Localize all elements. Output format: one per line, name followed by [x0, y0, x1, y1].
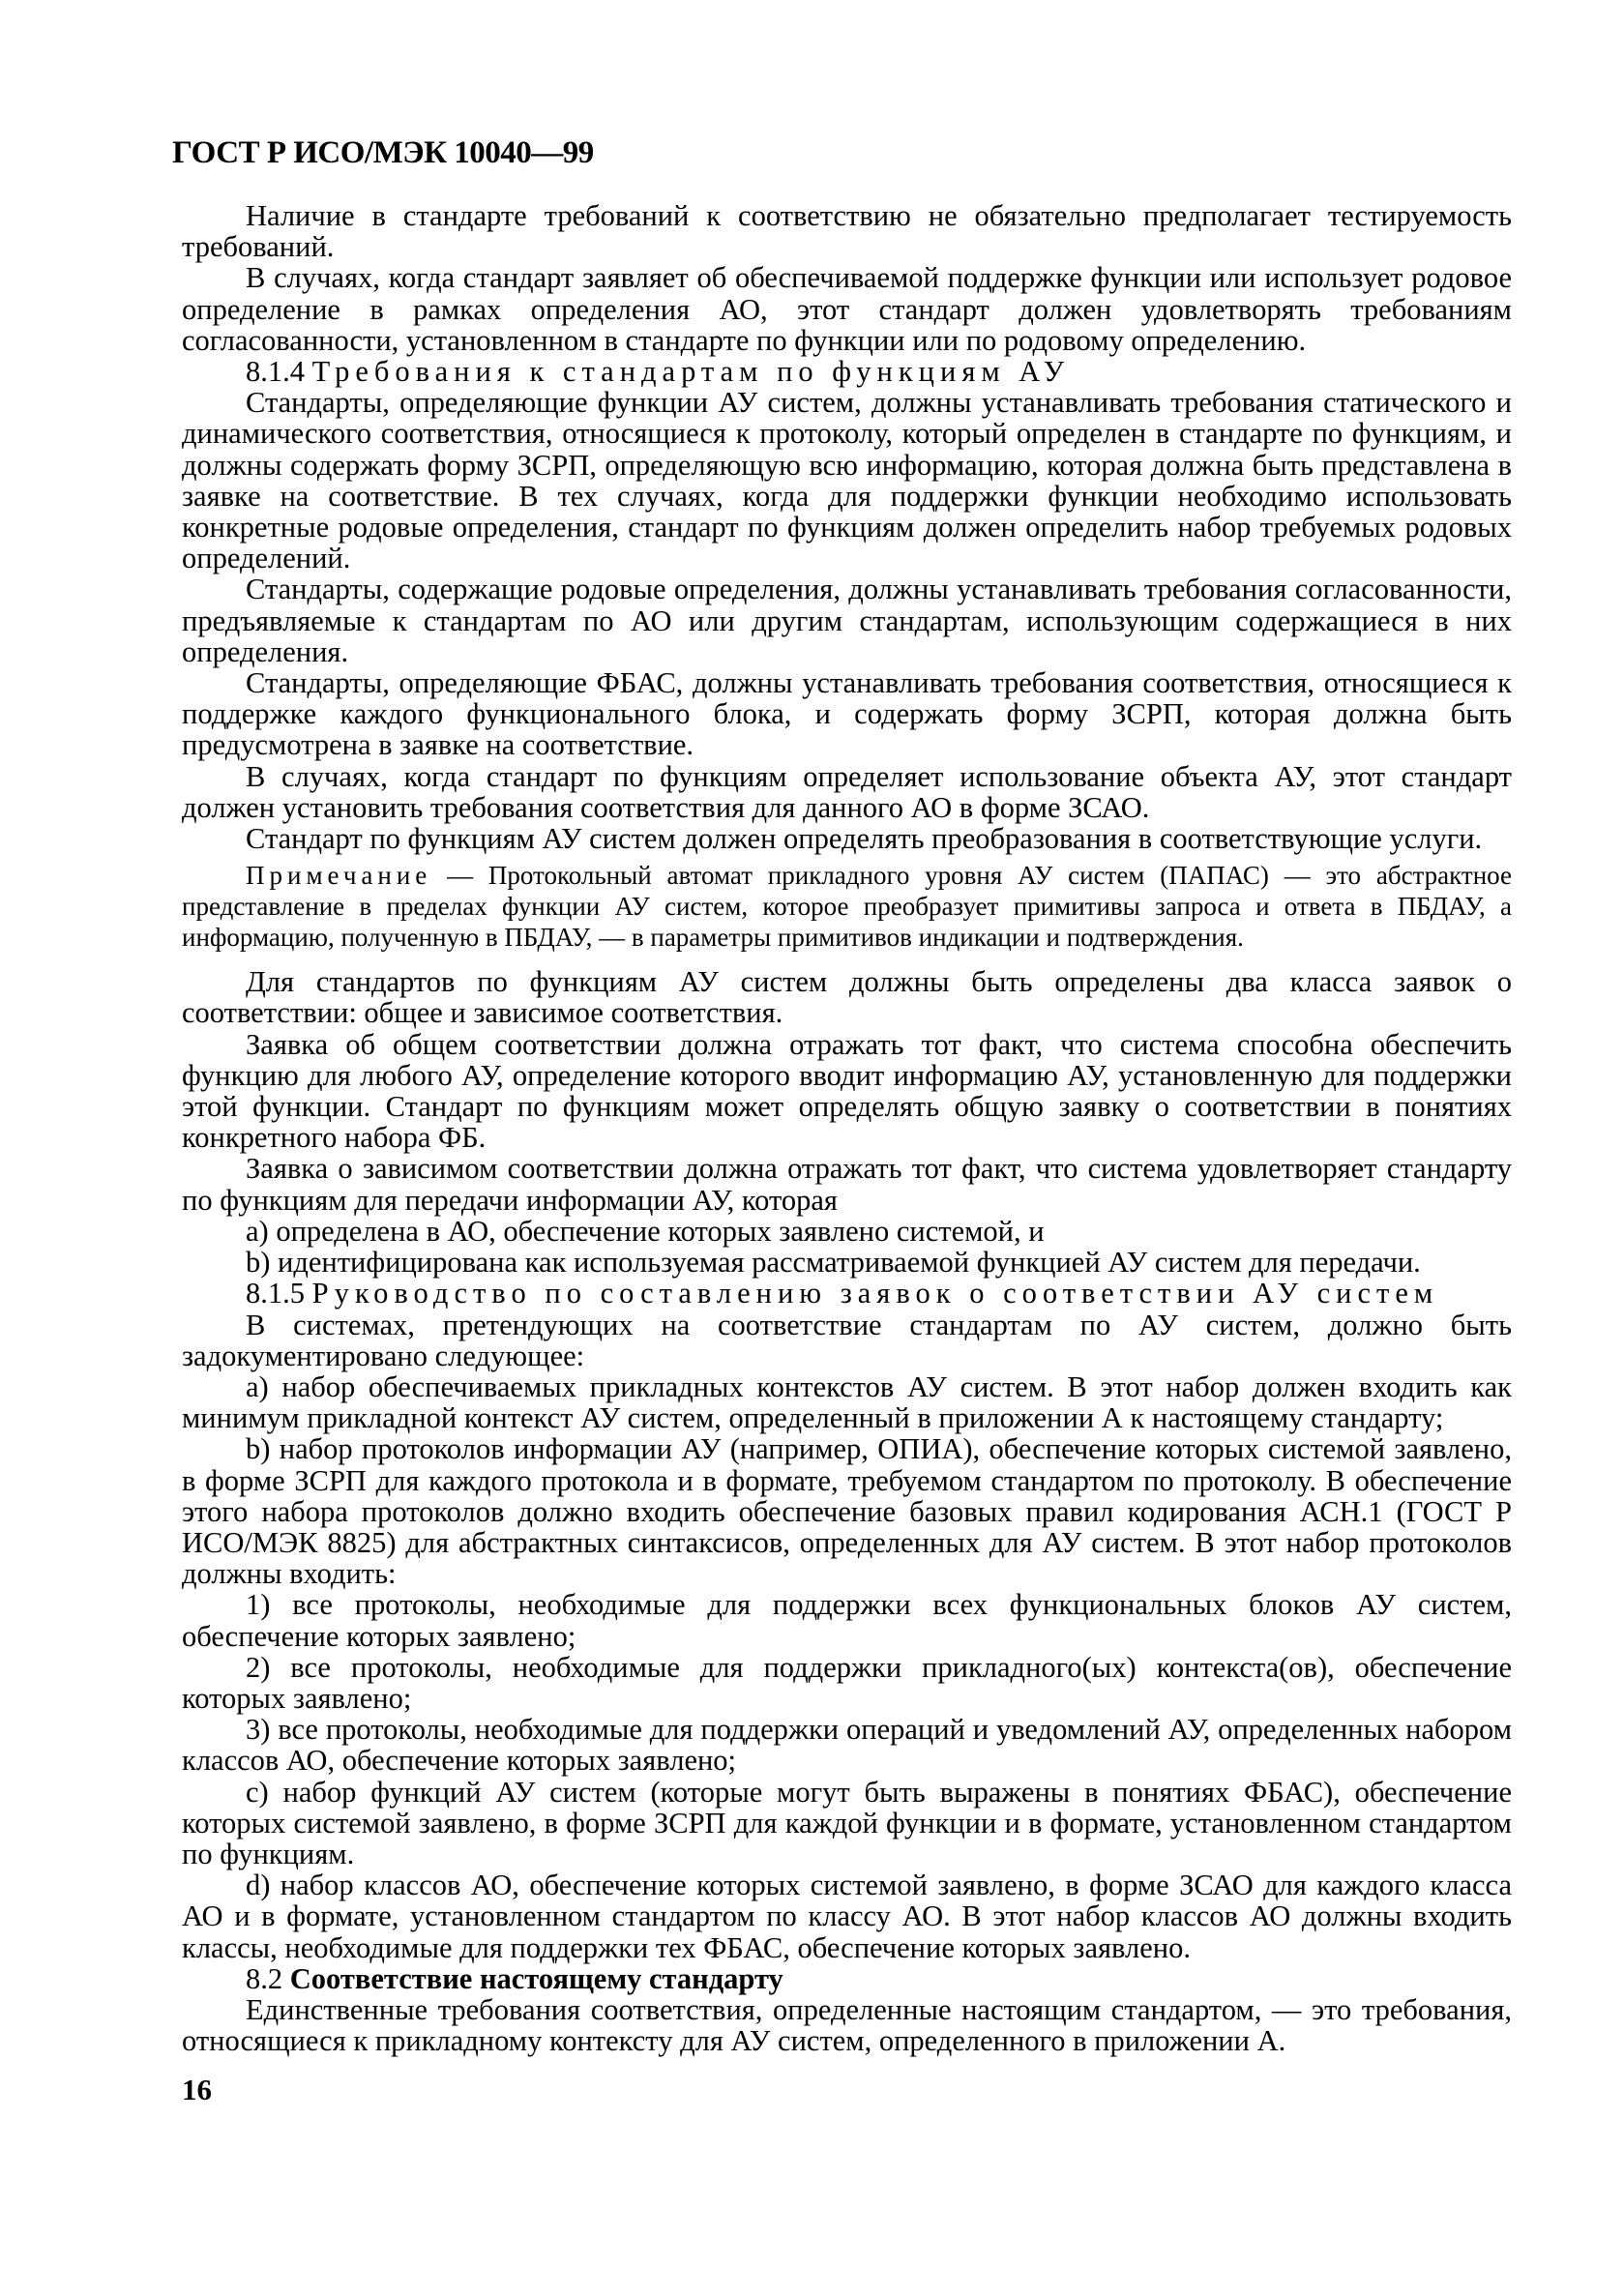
list-item: d) набор классов АО, обеспечение которых системой заявлено, в форме ЗСАО для каждого класса АО и в формате, установленном стандартом по классу АО. В этот набор классов АО должны входить классы, необходимые для поддержки тех ФБАС, обеспечение которых заявлено.	[182, 1869, 1512, 1964]
paragraph: Стандарты, определяющие функции АУ систем, должны устанавливать требования статического и динамического соответствия, относящиеся к протоколу, который определен в стандарте по функциям, и должны содержать форму ЗСРП, определяющую всю информацию, которая должна быть представлена в заявке на соответствие. В тех случаях, когда для поддержки функции необходимо использовать конкретные родовые определения, стандарт по функциям должен определить набор требуемых родовых определений.	[182, 386, 1512, 575]
list-item: c) набор функций АУ систем (которые могут быть выражены в понятиях ФБАС), обеспечение которых системой заявлено, в форме ЗСРП для каждой функции и в формате, установленном стандартом по функциям.	[182, 1775, 1512, 1870]
paragraph: Единственные требования соответствия, определенные настоящим стандартом, — это требования, относящиеся к прикладному контексту для АУ систем, определенного в приложении А.	[182, 1992, 1512, 2058]
document-header: ГОСТ Р ИСО/МЭК 10040—99	[172, 135, 594, 170]
paragraph: Заявка об общем соответствии должна отражать тот факт, что система способна обеспечить функцию для любого АУ, определение которого вводит информацию АУ, установленную для поддержки этой функции. Стандарт по функциям может определять общую заявку о соответствии в понятиях конкретного набора ФБ.	[182, 1027, 1512, 1155]
section-heading-8-2	[182, 1963, 1512, 1994]
section-number: 8.1.5	[246, 1277, 305, 1310]
paragraph: Стандарт по функциям АУ систем должен определять преобразования в соответствующие услуги.	[246, 822, 1483, 856]
list-item: 1) все протоколы, необходимые для поддержки всех функциональных блоков АУ систем, обеспечение которых заявлено;	[182, 1588, 1512, 1653]
list-item: b) набор протоколов информации АУ (например, ОПИА), обеспечение которых системой заявлено, в форме ЗСРП для каждого протокола и в формате, требуемом стандартом по протоколу. В обеспечение этого набора протоколов должно входить обеспечение базовых правил кодирования АСН.1 (ГОСТ Р ИСО/МЭК 8825) для абстрактных синтаксисов, определенных для АУ систем. В этот набор протоколов должны входить:	[182, 1432, 1512, 1591]
paragraph: Заявка о зависимом соответствии должна отражать тот факт, что система удовлетворяет стандарту по функциям для передачи информации АУ, которая	[182, 1152, 1512, 1217]
paragraph: В случаях, когда стандарт заявляет об обеспечиваемой поддержке функции или использует родовое определение в рамках определения АО, этот стандарт должен удовлетворять требованиям согласованности, установленном в стандарте по функции или по родовому определению.	[182, 261, 1512, 357]
note-label: Примечание	[246, 861, 432, 891]
list-item: 2) все протоколы, необходимые для поддержки прикладного(ых) контекста(ов), обеспечение которых заявлено;	[182, 1650, 1512, 1715]
section-number: 8.1.4	[246, 355, 305, 389]
page-number: 16	[182, 2073, 212, 2106]
paragraph: В случаях, когда стандарт по функциям определяет использование объекта АУ, этот стандарт должен установить требования соответствия для данного АО в форме ЗСАО.	[182, 759, 1512, 824]
section-heading-8-1-4	[182, 356, 1512, 387]
list-item: b) идентифицирована как используемая рассматриваемой функцией АУ систем для передачи.	[246, 1246, 1421, 1280]
paragraph: Стандарты, содержащие родовые определения, должны устанавливать требования согласованности, предъявляемые к стандартам по АО или другим стандартам, использующим содержащиеся в них определения.	[182, 573, 1512, 668]
note-text: — Протокольный автомат прикладного уровня АУ систем (ПАПАС) — это абстрактное представление в пределах функции АУ систем, которое преобразует примитивы запроса и ответа в ПБДАУ, а информацию, полученную в ПБДАУ, — в параметры примитивов индикации и подтверждения.	[182, 861, 1512, 953]
section-title: Соответствие настоящему стандарту	[289, 1961, 783, 1995]
paragraph: В системах, претендующих на соответствие стандартам по АУ систем, должно быть задокументировано следующее:	[182, 1308, 1512, 1372]
list-item: 3) все протоколы, необходимые для поддержки операций и уведомлений АУ, определенных набором классов АО, обеспечение которых заявлено;	[182, 1713, 1512, 1778]
section-title: Руководство по составлению заявок о соответствии АУ систем	[311, 1277, 1439, 1310]
paragraph: Для стандартов по функциям АУ систем должны быть определены два класса заявок о соответствии: общее и зависимое соответствия.	[182, 965, 1512, 1030]
paragraph: Стандарты, определяющие ФБАС, должны устанавливать требования соответствия, относящиеся к поддержке каждого функционального блока, и содержать форму ЗСРП, которая должна быть предусмотрена в заявке на соответствие.	[182, 666, 1512, 762]
paragraph: Наличие в стандарте требований к соответствию не обязательно предполагает тестируемость требований.	[182, 199, 1512, 264]
document-body	[182, 200, 1512, 2056]
list-item: a) определена в АО, обеспечение которых заявлено системой, и	[246, 1214, 1045, 1248]
section-number: 8.2	[246, 1961, 283, 1995]
section-heading-8-1-5	[182, 1278, 1512, 1309]
section-title: Требования к стандартам по функциям АУ	[311, 355, 1071, 389]
list-item: a) набор обеспечиваемых прикладных контекстов АУ систем. В этот набор должен входить как минимум прикладной контекст АУ систем, определенный в приложении А к настоящему стандарту;	[182, 1369, 1512, 1435]
note	[182, 860, 1512, 953]
